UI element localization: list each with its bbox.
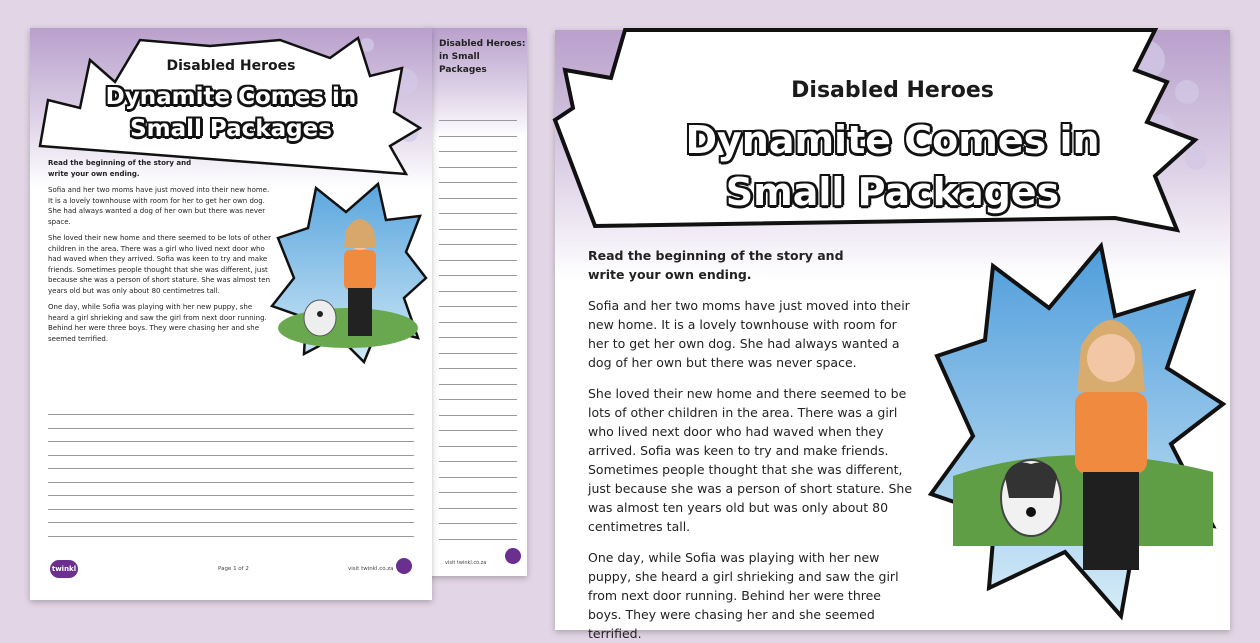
- zoomed-page-intro: [588, 246, 914, 284]
- writing-line: [48, 495, 414, 496]
- writing-line: [439, 182, 517, 183]
- writing-line: [439, 446, 517, 447]
- front-page-title-line1: Dynamite Comes in: [105, 84, 357, 110]
- front-page-subtitle: Disabled Heroes: [166, 58, 296, 74]
- writing-line: [439, 337, 517, 338]
- front-page-paragraph-3: One day, while Sofia was playing with her new puppy, she heard a girl shrieking and saw the girl from next door running. Behind her were three boys. They were chasing her and she seemed terrified.: [48, 303, 267, 343]
- writing-line: [439, 229, 517, 230]
- front-page-paragraph-2: She loved their new home and there seemed to be lots of other children in the area. There was a girl who lived next door who had waved when they arrived. Sofia was keen to try and make friends. Sometimes people thought that she was different, just because she was a person of short stature. She was almost ten years old but was only about 80 centimetres tall.: [48, 234, 271, 295]
- back-page-title-fragment: in Small Packages: [439, 52, 487, 75]
- writing-line: [48, 441, 414, 442]
- writing-line: [48, 536, 414, 537]
- writing-line: [439, 461, 517, 462]
- writing-line: [439, 368, 517, 369]
- writing-line: [439, 291, 517, 292]
- writing-line: [48, 522, 414, 523]
- writing-line: [439, 120, 517, 121]
- front-page-intro-line2: write your own ending.: [48, 169, 140, 178]
- writing-line: [439, 275, 517, 276]
- writing-line: [439, 523, 517, 524]
- zoomed-worksheet-page: [555, 30, 1230, 641]
- girl-illustration-shirt: [1075, 392, 1147, 474]
- writing-line: [439, 477, 517, 478]
- writing-line: [48, 455, 414, 456]
- zoomed-page-subtitle: Disabled Heroes: [791, 78, 994, 103]
- page-number: Page 1 of 2: [218, 566, 249, 572]
- writing-line: [439, 430, 517, 431]
- dog-illustration: [304, 300, 336, 336]
- zoomed-page-title-line1: Dynamite Comes in: [685, 118, 1100, 162]
- twinkl-logo: twinkl: [50, 560, 78, 578]
- writing-line: [439, 322, 517, 323]
- writing-line: [439, 508, 517, 509]
- writing-line: [48, 509, 414, 510]
- back-page-award-badge: [505, 548, 521, 564]
- zoomed-page-intro-line2: write your own ending.: [588, 267, 752, 282]
- front-page-footer-url: visit twinkl.co.za: [348, 566, 394, 572]
- back-worksheet-page: [425, 28, 527, 576]
- zoomed-page-intro-line1: Read the beginning of the story and: [588, 248, 844, 263]
- writing-line: [439, 260, 517, 261]
- back-page-footer-url: visit twinkl.co.za: [445, 560, 487, 566]
- illustration-burst: [923, 236, 1230, 630]
- front-page-award-badge: [396, 558, 412, 574]
- writing-line: [439, 167, 517, 168]
- writing-line: [439, 198, 517, 199]
- girl-illustration-shirt: [344, 250, 376, 290]
- writing-line: [439, 244, 517, 245]
- writing-line: [439, 384, 517, 385]
- writing-line: [439, 492, 517, 493]
- front-page-intro: [48, 158, 274, 179]
- writing-line: [48, 428, 414, 429]
- writing-line: [439, 213, 517, 214]
- writing-line: [439, 136, 517, 137]
- writing-line: [439, 539, 517, 540]
- front-page-paragraph-1: Sofia and her two moms have just moved into their new home. It is a lovely townhouse with room for her to get her own dog. She had always wanted a dog of her own but there was never space.: [48, 186, 270, 226]
- back-page-subtitle: Disabled Heroes:: [439, 39, 526, 49]
- writing-line: [439, 353, 517, 354]
- writing-line: [439, 399, 517, 400]
- writing-line: [48, 482, 414, 483]
- front-page-title-line2: Small Packages: [130, 116, 332, 142]
- writing-line: [48, 414, 414, 415]
- illustration-burst: [268, 178, 428, 368]
- front-worksheet-page: [30, 28, 432, 600]
- zoomed-page-paragraph-2: She loved their new home and there seemed to be lots of other children in the area. There was a girl who lived next door who had waved when they arrived. Sofia was keen to try and make friends. Sometimes people thought that she was different, just because she was a person of short stature. She was almost ten years old but was only about 80 centimetres tall.: [588, 386, 913, 534]
- zoomed-page-title-line2: Small Packages: [725, 170, 1060, 214]
- writing-line: [439, 151, 517, 152]
- zoomed-page-paragraph-1: Sofia and her two moms have just moved into their new home. It is a lovely townhouse with room for her to get her own dog. She had always wanted a dog of her own but there was never space.: [588, 298, 910, 370]
- zoomed-page-paragraph-3: One day, while Sofia was playing with her new puppy, she heard a girl shrieking and saw the girl from next door running. Behind her were three boys. They were chasing her and she seemed terrified.: [588, 550, 899, 641]
- writing-line: [439, 306, 517, 307]
- writing-line: [48, 468, 414, 469]
- writing-line: [439, 415, 517, 416]
- front-page-intro-line1: Read the beginning of the story and: [48, 159, 192, 167]
